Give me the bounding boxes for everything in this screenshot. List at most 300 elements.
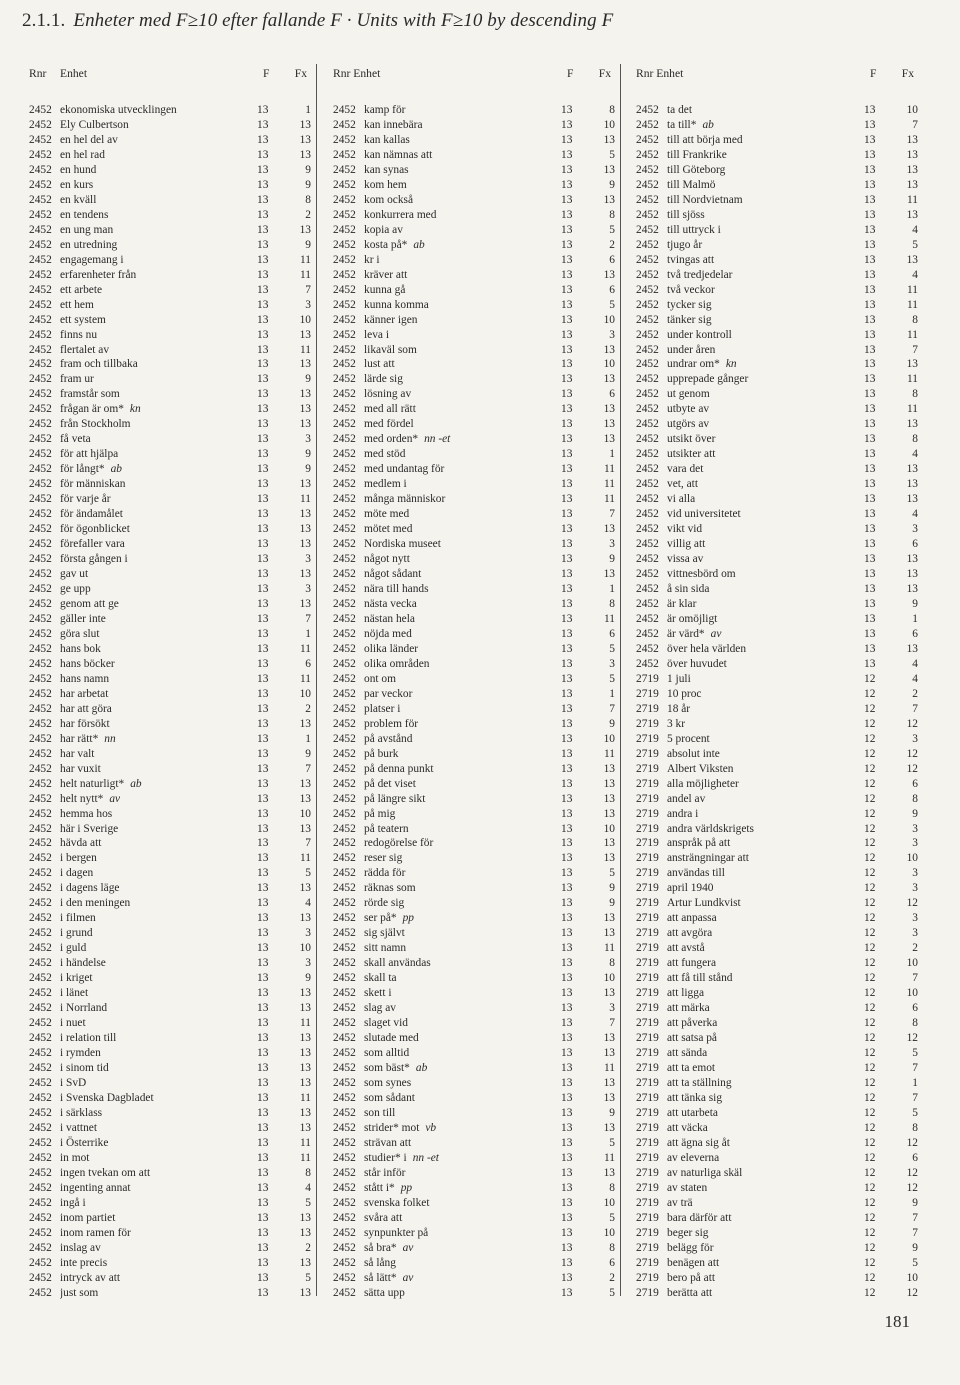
row-fx: 3 xyxy=(305,298,311,311)
row-rnr: 2452 xyxy=(29,433,52,446)
row-fx: 13 xyxy=(603,987,615,1000)
row-f: 12 xyxy=(864,1166,876,1179)
row-enhet xyxy=(60,268,260,283)
row-fx: 2 xyxy=(305,208,311,221)
table-row xyxy=(29,372,311,387)
row-enhet xyxy=(60,1151,260,1166)
row-rnr: 2452 xyxy=(333,538,356,551)
row-term: vittnesbörd om xyxy=(667,568,736,581)
row-fx: 3 xyxy=(305,927,311,940)
row-term: i nuet xyxy=(60,1017,86,1030)
table-row xyxy=(636,792,918,807)
table-row xyxy=(636,387,918,402)
row-enhet xyxy=(364,208,564,223)
table-row xyxy=(29,313,311,328)
row-fx: 13 xyxy=(299,1032,311,1045)
row-f: 12 xyxy=(864,777,876,790)
row-f: 13 xyxy=(561,1181,573,1194)
row-enhet xyxy=(60,941,260,956)
row-enhet xyxy=(60,357,260,372)
row-rnr: 2452 xyxy=(333,1181,356,1194)
table-row xyxy=(636,567,918,582)
row-enhet xyxy=(667,238,867,253)
row-f: 13 xyxy=(257,313,269,326)
row-term: kamp för xyxy=(364,104,406,116)
row-f: 13 xyxy=(257,268,269,281)
row-term: redogörelse för xyxy=(364,837,434,850)
row-enhet xyxy=(667,103,867,118)
row-f: 13 xyxy=(257,732,269,745)
row-rnr: 2452 xyxy=(29,358,52,371)
row-rnr: 2452 xyxy=(29,777,52,790)
row-term: i händelse xyxy=(60,957,106,970)
table-row xyxy=(636,223,918,238)
row-fx: 1 xyxy=(609,687,615,700)
row-enhet xyxy=(364,1031,564,1046)
row-f: 13 xyxy=(864,403,876,416)
row-enhet xyxy=(667,1151,867,1166)
row-fx: 11 xyxy=(300,1017,311,1030)
table-row xyxy=(29,148,311,163)
row-fx: 13 xyxy=(299,223,311,236)
row-enhet xyxy=(364,1091,564,1106)
row-f: 13 xyxy=(864,298,876,311)
table-row xyxy=(29,1166,311,1181)
row-enhet xyxy=(60,1016,260,1031)
table-row xyxy=(636,552,918,567)
row-fx: 4 xyxy=(912,508,918,521)
row-fx: 4 xyxy=(912,448,918,461)
row-f: 12 xyxy=(864,957,876,970)
row-rnr: 2719 xyxy=(636,717,659,730)
row-term: i länet xyxy=(60,987,89,1000)
row-fx: 13 xyxy=(299,118,311,131)
row-enhet xyxy=(60,1136,260,1151)
table-row xyxy=(333,717,615,732)
row-f: 13 xyxy=(257,373,269,386)
row-fx: 13 xyxy=(603,418,615,431)
table-row xyxy=(29,1151,311,1166)
row-term: i filmen xyxy=(60,912,96,925)
row-f: 13 xyxy=(561,987,573,1000)
row-f: 13 xyxy=(257,657,269,670)
row-fx: 11 xyxy=(300,852,311,865)
table-column-2 xyxy=(333,64,615,1301)
row-fx: 9 xyxy=(609,178,615,191)
row-enhet xyxy=(667,552,867,567)
row-term: problem för xyxy=(364,717,419,730)
row-f: 13 xyxy=(561,298,573,311)
row-rnr: 2452 xyxy=(333,1256,356,1269)
table-row xyxy=(333,762,615,777)
table-row xyxy=(333,1106,615,1121)
row-enhet xyxy=(364,851,564,866)
row-term: att ta emot xyxy=(667,1062,716,1074)
table-row xyxy=(29,866,311,881)
row-enhet xyxy=(60,238,260,253)
table-row xyxy=(333,1256,615,1271)
row-term: med undantag för xyxy=(364,463,445,476)
row-rnr: 2452 xyxy=(636,642,659,655)
row-rnr: 2452 xyxy=(29,328,52,341)
row-fx: 3 xyxy=(609,538,615,551)
table-row xyxy=(636,417,918,432)
row-fx: 13 xyxy=(603,807,615,820)
table-row xyxy=(29,462,311,477)
table-row xyxy=(333,777,615,792)
row-enhet xyxy=(667,1076,867,1091)
row-term: berätta att xyxy=(667,1286,713,1299)
row-fx: 5 xyxy=(609,1136,615,1149)
row-rnr: 2719 xyxy=(636,777,659,790)
row-fx: 13 xyxy=(603,1076,615,1089)
row-enhet xyxy=(667,627,867,642)
row-enhet xyxy=(364,866,564,881)
row-term: att anpassa xyxy=(667,912,717,925)
row-enhet xyxy=(364,956,564,971)
row-f: 13 xyxy=(561,1166,573,1179)
row-rnr: 2452 xyxy=(636,568,659,581)
row-f: 13 xyxy=(561,1121,573,1134)
row-enhet xyxy=(667,223,867,238)
row-term: mötet med xyxy=(364,523,413,536)
row-rnr: 2719 xyxy=(636,957,659,970)
row-term: göra slut xyxy=(60,627,100,640)
row-term: i relation till xyxy=(60,1032,117,1045)
row-term: ge upp xyxy=(60,583,91,595)
row-rnr: 2452 xyxy=(29,987,52,1000)
row-rnr: 2452 xyxy=(29,627,52,640)
row-term: sitt namn xyxy=(364,942,407,955)
row-fx: 13 xyxy=(299,1211,311,1224)
table-row xyxy=(333,193,615,208)
row-f: 13 xyxy=(257,672,269,685)
row-fx: 13 xyxy=(299,882,311,895)
row-rnr: 2452 xyxy=(29,493,52,506)
row-enhet xyxy=(364,118,564,133)
row-term: erfarenheter från xyxy=(60,268,137,281)
table-row xyxy=(29,612,311,627)
row-term: 1 juli xyxy=(667,672,691,685)
row-f: 13 xyxy=(561,313,573,326)
row-term: som alltid xyxy=(364,1047,410,1060)
row-rnr: 2452 xyxy=(333,238,356,251)
row-enhet xyxy=(60,298,260,313)
row-fx: 13 xyxy=(906,133,918,146)
table-row xyxy=(333,552,615,567)
table-row xyxy=(636,657,918,672)
row-term: för att hjälpa xyxy=(60,448,119,461)
row-enhet xyxy=(364,328,564,343)
row-term: in mot xyxy=(60,1151,90,1164)
row-enhet xyxy=(364,1136,564,1151)
row-f: 13 xyxy=(257,493,269,506)
table-row xyxy=(29,1031,311,1046)
row-fx: 2 xyxy=(912,687,918,700)
row-enhet xyxy=(364,642,564,657)
row-f: 13 xyxy=(561,1211,573,1224)
row-word-class: kn xyxy=(129,403,141,416)
table-row xyxy=(29,328,311,343)
table-row xyxy=(333,492,615,507)
row-fx: 1 xyxy=(912,612,918,625)
row-term: till Nordvietnam xyxy=(667,193,743,206)
table-row xyxy=(636,193,918,208)
column-header-row xyxy=(29,64,311,88)
table-row xyxy=(29,597,311,612)
row-enhet xyxy=(667,1016,867,1031)
row-fx: 13 xyxy=(299,148,311,161)
row-f: 13 xyxy=(561,702,573,715)
row-rnr: 2452 xyxy=(333,133,356,146)
row-fx: 12 xyxy=(906,897,918,910)
row-fx: 13 xyxy=(299,403,311,416)
row-enhet xyxy=(667,1046,867,1061)
table-row xyxy=(333,672,615,687)
row-fx: 9 xyxy=(609,897,615,910)
row-f: 13 xyxy=(257,1151,269,1164)
table-row xyxy=(29,283,311,298)
row-rnr: 2452 xyxy=(333,642,356,655)
row-enhet xyxy=(60,103,260,118)
row-term: ta till* xyxy=(667,118,697,131)
row-f: 13 xyxy=(561,104,573,116)
row-fx: 11 xyxy=(604,1062,615,1074)
row-term: vid universitetet xyxy=(667,508,741,521)
table-row xyxy=(333,1286,615,1301)
table-column-1 xyxy=(29,64,311,1301)
row-fx: 5 xyxy=(912,238,918,251)
table-row xyxy=(333,1241,615,1256)
table-row xyxy=(29,103,311,118)
row-fx: 13 xyxy=(299,987,311,1000)
row-fx: 10 xyxy=(906,957,918,970)
row-rnr: 2719 xyxy=(636,762,659,775)
row-f: 13 xyxy=(257,942,269,955)
row-f: 13 xyxy=(257,1062,269,1074)
row-term: ekonomiska utvecklingen xyxy=(60,104,177,116)
row-rnr: 2452 xyxy=(333,732,356,745)
column-header-row xyxy=(636,64,918,88)
row-f: 13 xyxy=(561,553,573,566)
row-rnr: 2452 xyxy=(636,583,659,595)
row-enhet xyxy=(364,163,564,178)
row-enhet xyxy=(60,313,260,328)
row-enhet xyxy=(60,1046,260,1061)
row-enhet xyxy=(60,627,260,642)
row-f: 13 xyxy=(561,1241,573,1254)
row-term: på mig xyxy=(364,807,396,820)
row-f: 13 xyxy=(561,1136,573,1149)
row-rnr: 2452 xyxy=(333,1032,356,1045)
row-f: 13 xyxy=(257,253,269,266)
row-fx: 6 xyxy=(912,1002,918,1015)
row-rnr: 2452 xyxy=(333,702,356,715)
row-fx: 8 xyxy=(912,1017,918,1030)
row-term: helt nytt* xyxy=(60,792,104,805)
row-term: kan nämnas att xyxy=(364,148,433,161)
table-row xyxy=(333,268,615,283)
row-term: för ändamålet xyxy=(60,508,123,521)
row-enhet xyxy=(364,792,564,807)
row-term: i Österrike xyxy=(60,1136,109,1149)
row-rnr: 2452 xyxy=(636,193,659,206)
row-f: 13 xyxy=(561,927,573,940)
row-rnr: 2452 xyxy=(29,1076,52,1089)
table-row xyxy=(333,343,615,358)
table-row xyxy=(636,836,918,851)
row-term: andel av xyxy=(667,792,706,805)
row-term: genom att ge xyxy=(60,597,119,610)
row-rnr: 2452 xyxy=(333,104,356,116)
table-row xyxy=(333,238,615,253)
row-rnr: 2452 xyxy=(333,208,356,221)
row-enhet xyxy=(667,926,867,941)
row-word-class: pp xyxy=(402,912,414,925)
row-fx: 9 xyxy=(609,717,615,730)
row-word-class: av xyxy=(109,792,121,805)
table-row xyxy=(636,492,918,507)
row-enhet xyxy=(667,612,867,627)
row-enhet xyxy=(667,1286,867,1301)
row-f: 13 xyxy=(257,118,269,131)
row-term: framstår som xyxy=(60,388,120,401)
row-f: 13 xyxy=(561,568,573,581)
row-fx: 11 xyxy=(604,493,615,506)
row-f: 13 xyxy=(257,972,269,985)
row-term: april 1940 xyxy=(667,882,714,895)
row-enhet xyxy=(364,462,564,477)
row-f: 13 xyxy=(561,747,573,760)
row-enhet xyxy=(364,1241,564,1256)
row-fx: 9 xyxy=(305,178,311,191)
table-row xyxy=(29,777,311,792)
row-term: intryck av att xyxy=(60,1271,121,1284)
row-f: 13 xyxy=(864,373,876,386)
table-row xyxy=(636,702,918,717)
table-row xyxy=(636,1286,918,1301)
row-fx: 11 xyxy=(907,283,918,296)
row-term: är omöjligt xyxy=(667,612,718,625)
row-f: 13 xyxy=(864,148,876,161)
row-term: hans namn xyxy=(60,672,110,685)
row-term: studier* i xyxy=(364,1151,407,1164)
table-row xyxy=(333,747,615,762)
table-row xyxy=(636,447,918,462)
row-term: kr i xyxy=(364,253,380,266)
row-rnr: 2452 xyxy=(636,208,659,221)
row-rnr: 2452 xyxy=(29,702,52,715)
row-term: inte precis xyxy=(60,1256,108,1269)
row-fx: 13 xyxy=(299,133,311,146)
row-fx: 13 xyxy=(603,133,615,146)
row-f: 12 xyxy=(864,1196,876,1209)
table-row xyxy=(636,253,918,268)
row-rnr: 2719 xyxy=(636,852,659,865)
row-fx: 13 xyxy=(603,433,615,446)
row-term: fram ur xyxy=(60,373,94,386)
row-fx: 1 xyxy=(305,104,311,116)
row-enhet xyxy=(60,223,260,238)
row-fx: 8 xyxy=(609,957,615,970)
row-enhet xyxy=(667,986,867,1001)
row-rnr: 2452 xyxy=(636,657,659,670)
row-rnr: 2452 xyxy=(29,762,52,775)
table-row xyxy=(636,313,918,328)
table-row xyxy=(333,986,615,1001)
row-fx: 13 xyxy=(603,1047,615,1060)
row-term: på denna punkt xyxy=(364,762,434,775)
row-term: reser sig xyxy=(364,852,403,865)
row-f: 13 xyxy=(257,283,269,296)
row-enhet xyxy=(364,253,564,268)
row-f: 13 xyxy=(561,717,573,730)
table-row xyxy=(333,103,615,118)
row-fx: 7 xyxy=(609,702,615,715)
table-row xyxy=(29,1046,311,1061)
column-divider xyxy=(620,64,621,1296)
row-term: inslag av xyxy=(60,1241,101,1254)
row-rnr: 2719 xyxy=(636,1256,659,1269)
row-term: hans bok xyxy=(60,642,101,655)
row-enhet xyxy=(60,777,260,792)
table-row xyxy=(333,447,615,462)
header-enhet: Enhet xyxy=(60,67,88,80)
row-f: 12 xyxy=(864,942,876,955)
row-fx: 7 xyxy=(912,343,918,356)
row-term: till Malmö xyxy=(667,178,716,191)
row-term: utsikter att xyxy=(667,448,716,461)
row-rnr: 2452 xyxy=(29,657,52,670)
row-enhet xyxy=(60,612,260,627)
row-term: i guld xyxy=(60,942,87,955)
row-rnr: 2452 xyxy=(29,1002,52,1015)
row-f: 13 xyxy=(864,328,876,341)
row-f: 13 xyxy=(257,508,269,521)
row-word-class: av xyxy=(710,627,722,640)
table-row xyxy=(333,657,615,672)
table-row xyxy=(333,702,615,717)
row-enhet xyxy=(667,642,867,657)
table-row xyxy=(636,1166,918,1181)
row-fx: 10 xyxy=(299,807,311,820)
row-enhet xyxy=(364,971,564,986)
row-f: 12 xyxy=(864,732,876,745)
row-rnr: 2452 xyxy=(333,313,356,326)
row-term: utgörs av xyxy=(667,418,710,431)
row-rnr: 2452 xyxy=(636,133,659,146)
row-rnr: 2452 xyxy=(333,987,356,1000)
row-f: 13 xyxy=(561,1076,573,1089)
row-fx: 13 xyxy=(603,852,615,865)
row-enhet xyxy=(667,1061,867,1076)
row-rnr: 2452 xyxy=(29,283,52,296)
row-fx: 4 xyxy=(912,657,918,670)
row-f: 13 xyxy=(257,418,269,431)
row-fx: 9 xyxy=(912,1241,918,1254)
row-rnr: 2452 xyxy=(333,1106,356,1119)
row-rnr: 2452 xyxy=(29,538,52,551)
row-fx: 12 xyxy=(906,1032,918,1045)
row-rnr: 2452 xyxy=(29,104,52,116)
row-enhet xyxy=(364,747,564,762)
row-term: fram och tillbaka xyxy=(60,358,138,371)
row-f: 13 xyxy=(561,807,573,820)
row-enhet xyxy=(364,343,564,358)
row-fx: 8 xyxy=(305,193,311,206)
row-f: 13 xyxy=(864,642,876,655)
row-term: en hel del av xyxy=(60,133,118,146)
